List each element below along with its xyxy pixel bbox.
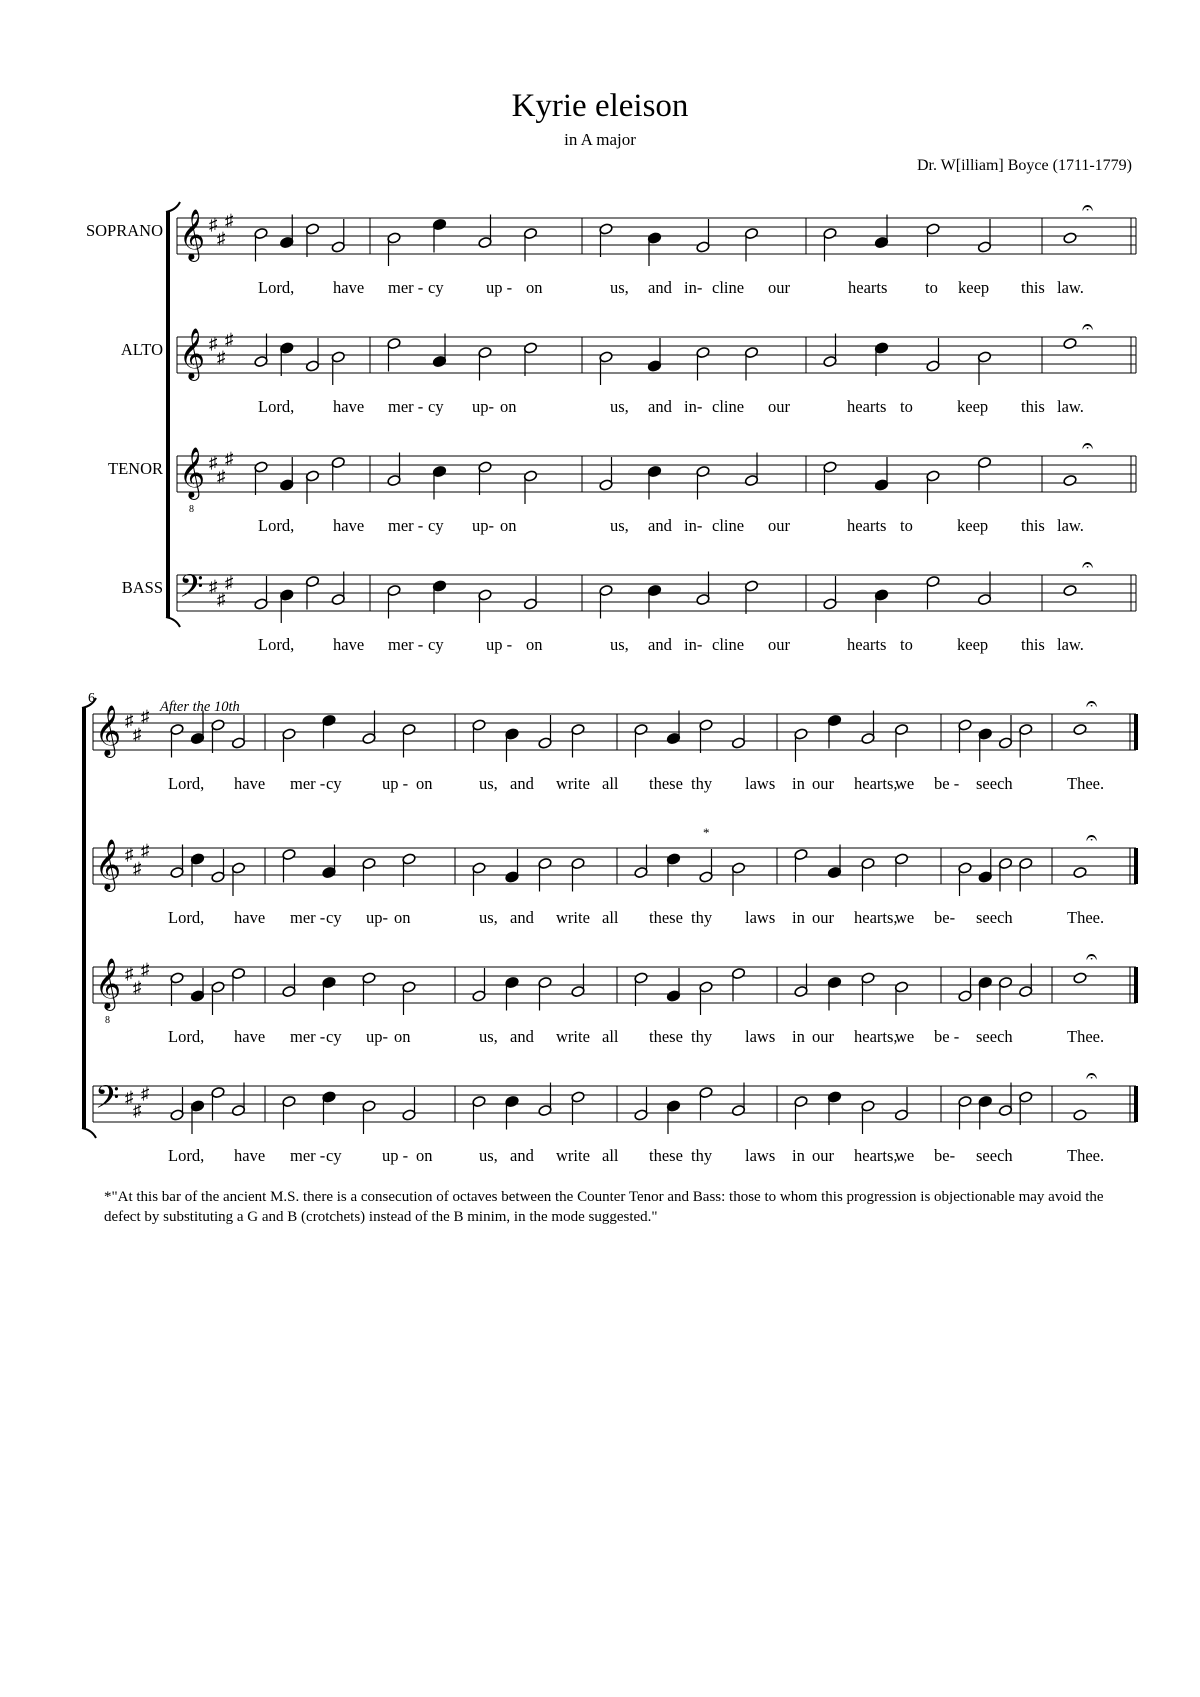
lyric-syllable: laws (745, 1146, 776, 1165)
fermata-icon: 𝄐 (1086, 693, 1098, 715)
treble-clef-icon: 𝄞 (95, 959, 122, 1008)
lyric-syllable: our (768, 278, 790, 297)
lyric-syllable: laws (745, 1027, 776, 1046)
sharp-icon: ♯ (217, 348, 226, 367)
lyric-syllable: our (812, 1027, 834, 1046)
bracket-top-hook (166, 202, 180, 212)
lyric-syllable: in- (684, 278, 703, 297)
octave-marker: 8 (189, 504, 194, 515)
lyric-syllable: seech (976, 1146, 1013, 1165)
lyric-syllable: have (234, 1027, 266, 1046)
lyric-syllable: write (556, 908, 590, 927)
lyric-syllable: hearts (848, 278, 888, 297)
lyric-syllable: cy (326, 908, 342, 927)
sharp-icon: ♯ (209, 334, 218, 353)
sharp-icon: ♯ (225, 211, 234, 230)
lyric-syllable: this (1021, 516, 1045, 535)
lyric-syllable: in (792, 1027, 805, 1046)
lyric-syllable: cline (712, 278, 745, 297)
lyric-syllable: be - (934, 1027, 960, 1046)
sharp-icon: ♯ (125, 711, 134, 730)
lyric-syllable: we (895, 1146, 915, 1165)
lyric-syllable: Lord, (258, 635, 295, 654)
lyric-syllable: mer - (388, 516, 424, 535)
lyric-syllable: to (900, 516, 913, 535)
sharp-icon: ♯ (125, 1088, 134, 1107)
lyric-syllable: our (812, 774, 834, 793)
lyric-syllable: and (510, 774, 534, 793)
voice-label: SOPRANO (85, 221, 163, 240)
lyric-syllable: us, (479, 1027, 498, 1046)
lyric-syllable: cy (428, 278, 444, 297)
lyric-syllable: have (333, 635, 365, 654)
sharp-icon: ♯ (141, 707, 150, 726)
sharp-icon: ♯ (217, 467, 226, 486)
lyric-syllable: up- (472, 516, 494, 535)
lyric-syllable: and (648, 397, 672, 416)
lyric-syllable: mer - (290, 774, 326, 793)
voice-label: BASS (121, 578, 163, 597)
lyric-syllable: have (333, 397, 365, 416)
lyric-syllable: mer - (388, 635, 424, 654)
lyric-syllable: on (416, 774, 433, 793)
lyric-syllable: and (510, 1146, 534, 1165)
lyric-syllable: Thee. (1067, 908, 1105, 927)
lyric-syllable: Lord, (168, 1027, 205, 1046)
lyric-syllable: we (895, 774, 915, 793)
note-head (1063, 584, 1077, 596)
lyric-syllable: all (602, 774, 619, 793)
sharp-icon: ♯ (133, 978, 142, 997)
lyric-syllable: these (649, 774, 683, 793)
lyric-syllable: mer - (290, 1146, 326, 1165)
lyric-syllable: all (602, 1027, 619, 1046)
lyric-syllable: write (556, 1027, 590, 1046)
lyric-syllable: and (648, 278, 672, 297)
lyric-syllable: this (1021, 278, 1045, 297)
lyric-syllable: on (500, 397, 517, 416)
lyric-syllable: these (649, 908, 683, 927)
lyric-syllable: we (895, 1027, 915, 1046)
bracket-bottom-hook (82, 1128, 96, 1138)
lyric-syllable: thy (691, 1027, 713, 1046)
lyric-syllable: in (792, 1146, 805, 1165)
lyric-syllable: hearts, (854, 908, 898, 927)
lyric-syllable: hearts, (854, 774, 898, 793)
lyric-syllable: on (416, 1146, 433, 1165)
sharp-icon: ♯ (125, 964, 134, 983)
bass-clef-icon: 𝄢 (179, 570, 204, 612)
lyric-syllable: Thee. (1067, 774, 1105, 793)
voice-label: TENOR (108, 459, 163, 478)
lyric-syllable: in (792, 908, 805, 927)
lyric-syllable: seech (976, 774, 1013, 793)
lyric-syllable: thy (691, 774, 713, 793)
lyric-syllable: Thee. (1067, 1146, 1105, 1165)
lyric-syllable: cy (428, 635, 444, 654)
lyric-syllable: keep (957, 516, 989, 535)
fermata-icon: 𝄐 (1082, 435, 1094, 457)
treble-clef-icon: 𝄞 (179, 210, 206, 259)
lyric-syllable: our (768, 397, 790, 416)
sharp-icon: ♯ (133, 725, 142, 744)
note-head (1063, 474, 1077, 486)
lyric-syllable: our (768, 516, 790, 535)
lyric-syllable: and (510, 908, 534, 927)
lyric-syllable: have (234, 908, 266, 927)
note-head (1063, 232, 1077, 244)
lyric-syllable: this (1021, 635, 1045, 654)
lyric-syllable: cy (326, 1027, 342, 1046)
lyric-syllable: law. (1057, 397, 1084, 416)
footnote: *"At this bar of the ancient M.S. there is a consecution of octaves between the Counter Tenor and Bass: those to whom this progression is objectionable may avoid the defect by substituting a G and B (crotchets) instead of the B minim, in the mode suggested." (104, 1189, 1104, 1225)
lyric-syllable: law. (1057, 635, 1084, 654)
lyric-syllable: hearts, (854, 1027, 898, 1046)
lyric-syllable: us, (479, 1146, 498, 1165)
lyric-syllable: cy (326, 1146, 342, 1165)
treble-clef-icon: 𝄞 (179, 329, 206, 378)
lyric-syllable: have (234, 1146, 266, 1165)
piece-subtitle: in A major (564, 130, 636, 149)
sharp-icon: ♯ (133, 1101, 142, 1120)
lyric-syllable: have (333, 278, 365, 297)
lyric-syllable: our (768, 635, 790, 654)
note-head (1073, 972, 1087, 984)
note-head (1063, 337, 1077, 349)
lyric-syllable: Thee. (1067, 1027, 1105, 1046)
lyric-syllable: this (1021, 397, 1045, 416)
fermata-icon: 𝄐 (1082, 554, 1094, 576)
lyric-syllable: have (333, 516, 365, 535)
voice-label: ALTO (120, 340, 163, 359)
lyric-syllable: mer - (290, 908, 326, 927)
lyric-syllable: laws (745, 774, 776, 793)
lyric-syllable: we (895, 908, 915, 927)
lyric-syllable: seech (976, 1027, 1013, 1046)
composer-credit: Dr. W[illiam] Boyce (1711-1779) (916, 157, 1132, 174)
lyric-syllable: us, (610, 397, 629, 416)
sharp-icon: ♯ (225, 330, 234, 349)
lyric-syllable: thy (691, 908, 713, 927)
lyric-syllable: be- (934, 1146, 956, 1165)
lyric-syllable: us, (610, 635, 629, 654)
lyric-syllable: in- (684, 397, 703, 416)
lyric-syllable: cline (712, 635, 745, 654)
lyric-syllable: up- (366, 1027, 388, 1046)
lyric-syllable: be- (934, 908, 956, 927)
lyric-syllable: up - (382, 774, 409, 793)
lyric-syllable: in- (684, 635, 703, 654)
fermata-icon: 𝄐 (1086, 827, 1098, 849)
sharp-icon: ♯ (209, 453, 218, 472)
lyric-syllable: keep (957, 635, 989, 654)
lyric-syllable: in (792, 774, 805, 793)
lyric-syllable: and (648, 516, 672, 535)
sharp-icon: ♯ (133, 859, 142, 878)
sharp-icon: ♯ (209, 577, 218, 596)
lyric-syllable: and (510, 1027, 534, 1046)
lyric-syllable: our (812, 908, 834, 927)
sharp-icon: ♯ (125, 845, 134, 864)
measure-number: 6 (88, 691, 95, 706)
fermata-icon: 𝄐 (1082, 316, 1094, 338)
lyric-syllable: up - (382, 1146, 409, 1165)
lyric-syllable: hearts (847, 635, 887, 654)
sharp-icon: ♯ (217, 229, 226, 248)
lyric-syllable: our (812, 1146, 834, 1165)
lyric-syllable: on (526, 278, 543, 297)
lyric-syllable: Lord, (258, 397, 295, 416)
fermata-icon: 𝄐 (1086, 1065, 1098, 1087)
lyric-syllable: up - (486, 635, 513, 654)
lyric-syllable: thy (691, 1146, 713, 1165)
lyric-syllable: keep (957, 397, 989, 416)
lyric-syllable: on (394, 1027, 411, 1046)
lyric-syllable: and (648, 635, 672, 654)
lyric-syllable: us, (610, 278, 629, 297)
lyric-syllable: mer - (388, 278, 424, 297)
lyric-syllable: to (900, 635, 913, 654)
lyric-syllable: seech (976, 908, 1013, 927)
lyric-syllable: us, (479, 774, 498, 793)
lyric-syllable: Lord, (168, 908, 205, 927)
lyric-syllable: hearts, (854, 1146, 898, 1165)
sharp-icon: ♯ (141, 960, 150, 979)
lyric-syllable: Lord, (258, 278, 295, 297)
lyric-syllable: write (556, 1146, 590, 1165)
lyric-syllable: us, (610, 516, 629, 535)
treble-clef-icon: 𝄞 (95, 840, 122, 889)
lyric-syllable: write (556, 774, 590, 793)
lyric-syllable: in- (684, 516, 703, 535)
lyric-syllable: up- (472, 397, 494, 416)
piece-title: Kyrie eleison (511, 88, 689, 124)
lyric-syllable: Lord, (168, 1146, 205, 1165)
lyric-syllable: Lord, (258, 516, 295, 535)
fermata-icon: 𝄐 (1086, 946, 1098, 968)
note-head (1073, 866, 1087, 878)
lyric-syllable: on (394, 908, 411, 927)
treble-clef-icon: 𝄞 (179, 448, 206, 497)
lyric-syllable: these (649, 1027, 683, 1046)
sharp-icon: ♯ (225, 573, 234, 592)
lyric-syllable: cline (712, 516, 745, 535)
lyric-syllable: to (900, 397, 913, 416)
sharp-icon: ♯ (141, 841, 150, 860)
bracket-bottom-hook (166, 617, 180, 627)
lyric-syllable: hearts (847, 397, 887, 416)
lyric-syllable: laws (745, 908, 776, 927)
lyric-syllable: us, (479, 908, 498, 927)
lyric-syllable: mer - (290, 1027, 326, 1046)
lyric-syllable: all (602, 1146, 619, 1165)
note-head (1073, 723, 1087, 735)
lyric-syllable: up - (486, 278, 513, 297)
note-head (1073, 1109, 1087, 1121)
lyric-syllable: be - (934, 774, 960, 793)
lyric-syllable: Lord, (168, 774, 205, 793)
lyric-syllable: mer - (388, 397, 424, 416)
lyric-syllable: law. (1057, 516, 1084, 535)
lyric-syllable: hearts (847, 516, 887, 535)
octave-marker: 8 (105, 1015, 110, 1026)
footnote-marker: * (703, 825, 710, 840)
lyric-syllable: on (526, 635, 543, 654)
lyric-syllable: keep (958, 278, 990, 297)
lyric-syllable: these (649, 1146, 683, 1165)
lyric-syllable: all (602, 908, 619, 927)
tempo-direction: After the 10th (160, 699, 240, 715)
bass-clef-icon: 𝄢 (95, 1081, 120, 1123)
lyric-syllable: cy (326, 774, 342, 793)
lyric-syllable: cy (428, 397, 444, 416)
treble-clef-icon: 𝄞 (95, 706, 122, 755)
lyric-syllable: cy (428, 516, 444, 535)
lyric-syllable: law. (1057, 278, 1084, 297)
fermata-icon: 𝄐 (1082, 197, 1094, 219)
lyric-syllable: have (234, 774, 266, 793)
sharp-icon: ♯ (225, 449, 234, 468)
sharp-icon: ♯ (141, 1084, 150, 1103)
lyric-syllable: to (925, 278, 938, 297)
sharp-icon: ♯ (217, 590, 226, 609)
lyric-syllable: up- (366, 908, 388, 927)
lyric-syllable: on (500, 516, 517, 535)
sharp-icon: ♯ (209, 215, 218, 234)
lyric-syllable: cline (712, 397, 745, 416)
